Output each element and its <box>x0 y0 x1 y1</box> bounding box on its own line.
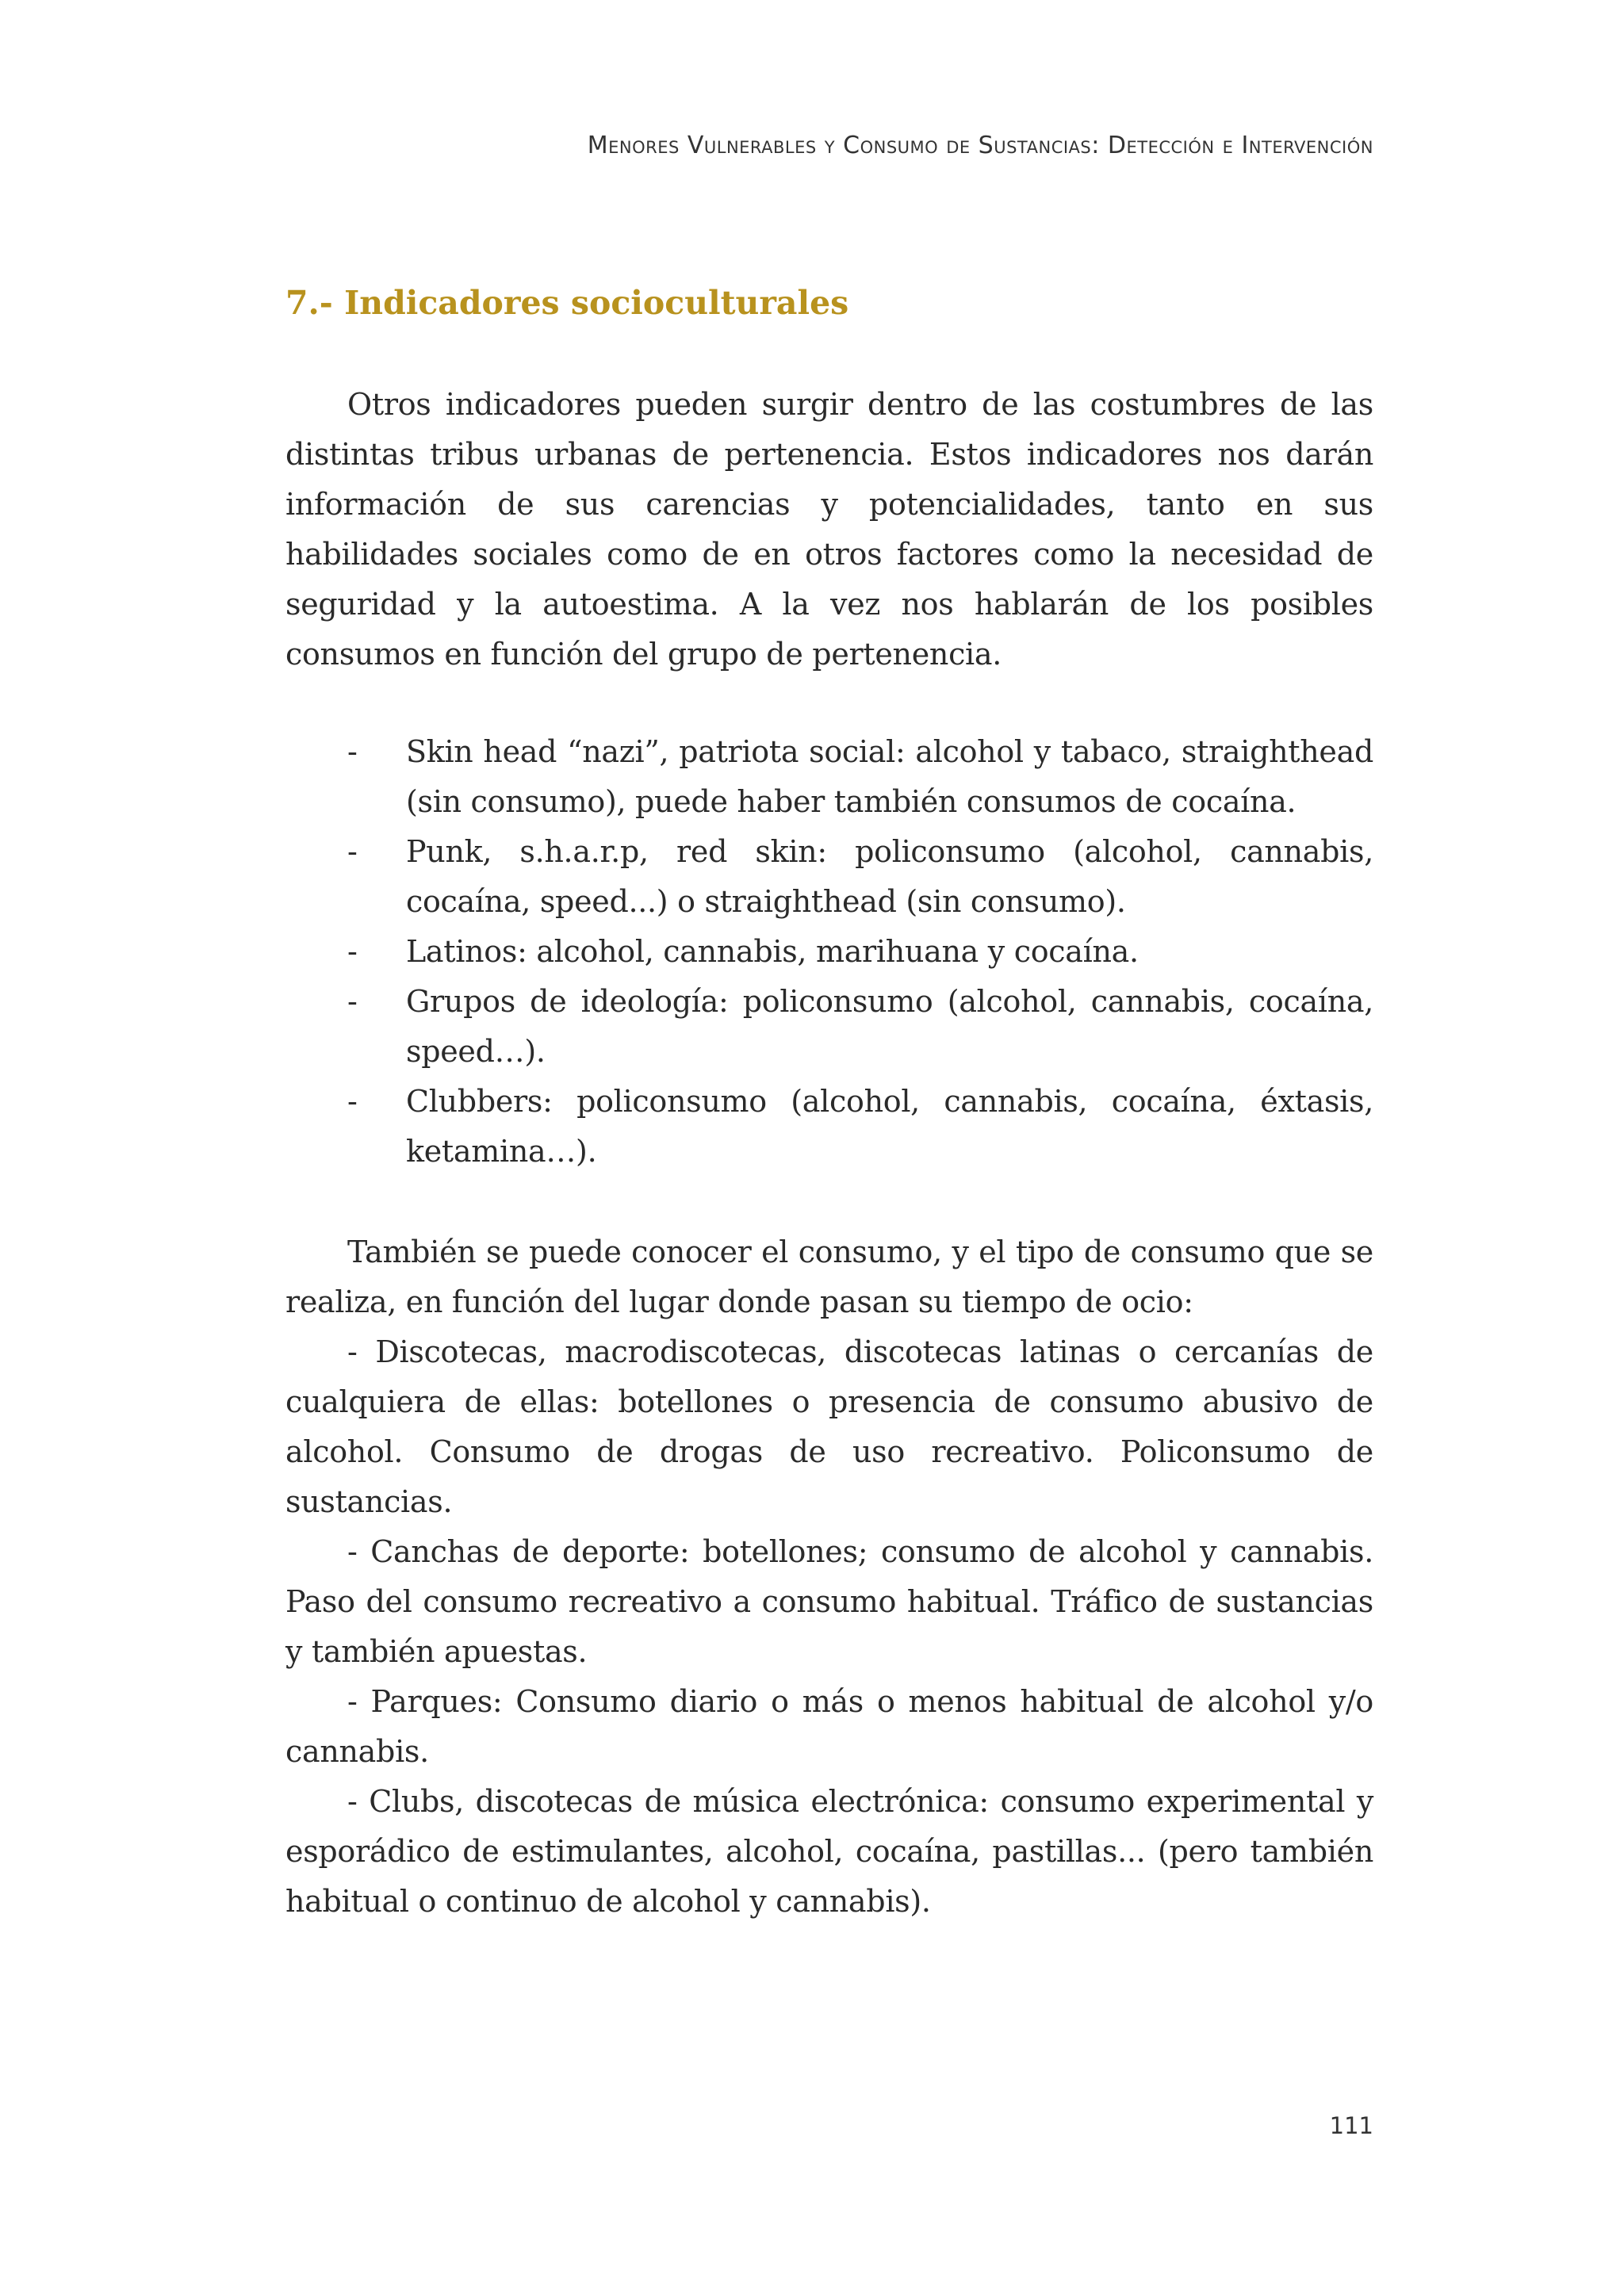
place-paragraph: - Discotecas, macrodiscotecas, discotecas latinas o cercanías de cualquiera de ellas: botellones o presencia de consumo abusivo de alcohol. Consumo de drogas de uso recreativo. Policonsumo de sustancias. <box>285 1334 1373 1519</box>
list-item <box>285 727 1373 827</box>
urban-tribes-list <box>285 727 1373 1177</box>
list-item-text: Latinos: alcohol, cannabis, marihuana y cocaína. <box>406 934 1139 969</box>
page-number: 111 <box>1329 2112 1373 2139</box>
list-dash: - <box>347 1084 358 1119</box>
list-item <box>285 977 1373 1077</box>
list-item-text: Grupos de ideología: policonsumo (alcohol, cannabis, cocaína, speed…). <box>406 984 1373 1069</box>
list-dash: - <box>347 984 358 1019</box>
list-item-text: Punk, s.h.a.r.p, red skin: policonsumo (alcohol, cannabis, cocaína, speed...) o straighthead (sin consumo). <box>406 834 1373 919</box>
place-paragraph: - Clubs, discotecas de música electrónica: consumo experimental y esporádico de estimulantes, alcohol, cocaína, pastillas... (pero también habitual o continuo de alcohol y cannabis). <box>285 1784 1373 1919</box>
list-item-text: Skin head “nazi”, patriota social: alcohol y tabaco, straighthead (sin consumo), puede haber también consumos de cocaína. <box>406 734 1373 819</box>
list-item <box>285 1077 1373 1177</box>
list-item <box>285 827 1373 927</box>
page-body <box>285 281 1373 1927</box>
place-paragraph: - Parques: Consumo diario o más o menos habitual de alcohol y/o cannabis. <box>285 1684 1373 1769</box>
place-paragraph: - Canchas de deporte: botellones; consumo de alcohol y cannabis. Paso del consumo recreativo a consumo habitual. Tráfico de sustancias y también apuestas. <box>285 1534 1373 1669</box>
list-dash: - <box>347 834 358 869</box>
list-dash: - <box>347 734 358 769</box>
running-header: Menores Vulnerables y Consumo de Sustancias: Detección e Intervención <box>587 132 1373 159</box>
intro-paragraph: Otros indicadores pueden surgir dentro de las costumbres de las distintas tribus urbanas de pertenencia. Estos indicadores nos darán información de sus carencias y potencialidades, tanto en sus habilidades sociales como de en otros factores como la necesidad de seguridad y la autoestima. A la vez nos hablarán de los posibles consumos en función del grupo de pertenencia. <box>285 387 1373 672</box>
list-item-text: Clubbers: policonsumo (alcohol, cannabis, cocaína, éxtasis, ketamina…). <box>406 1084 1373 1169</box>
list-dash: - <box>347 934 358 969</box>
section-title: 7.- Indicadores socioculturales <box>285 284 849 322</box>
places-intro-paragraph: También se puede conocer el consumo, y el tipo de consumo que se realiza, en función del lugar donde pasan su tiempo de ocio: <box>285 1235 1373 1319</box>
list-item <box>285 927 1373 977</box>
